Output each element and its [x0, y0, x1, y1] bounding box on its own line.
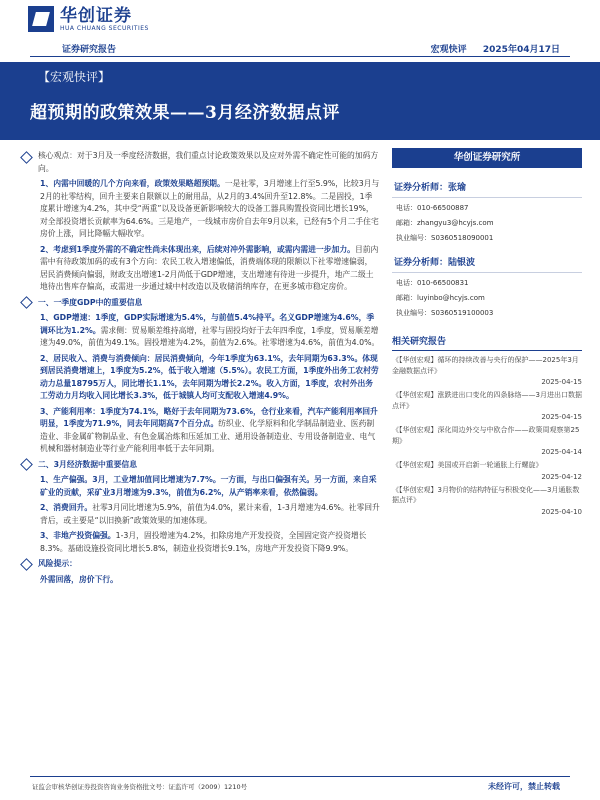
analyst-license: 执业编号：S0360519100003 [396, 309, 494, 317]
paragraph-1-text: 一是社零，3月增速上行至5.9%，比较3月与2月的社零结构，回升主要来自限额以上的耐用品，从2月的3.4%回升至12.8%。二是固投，1季度累计增速为4.2%，其中受“两重”以及设备更新影响较大的设备工器具购置投资同比增长19%，对全部投资增长贡献率为64.6%。三是地产，一线城市房价自去年9月以来，已经有5个月二手住宅房价上涨，同比降幅大幅收窄。 [40, 179, 380, 238]
s1-item-3-text: 纺织业、化学原料和化学制品制造业、医药制造业、非金属矿物制品业、有色金属冶炼和压延加工业、通用设备制造业、专用设备制造业、电气机械和器材制造业等行业产能利用率低于去年同期。 [40, 419, 376, 453]
related-report-title[interactable]: 《【华创宏观】涨跌进出口变化的四条脉络——3月进出口数据点评》 [392, 391, 582, 410]
footer-divider [30, 776, 570, 777]
section-1-title: 一、一季度GDP中的重要信息 [38, 297, 143, 307]
risk-heading [20, 558, 380, 571]
s2-item-1-lead: 1、生产偏强。3月，工业增加值同比增速为7.7%。一方面，与出口偏强有关。另一方面，来自采矿业的贡献，采矿业3月增速为9.3%，前值为6.2%，从产销率来看，依然偏弱。 [40, 475, 377, 497]
section-2-heading [20, 459, 380, 472]
analyst-name: 证券分析师：张瑜 [392, 174, 582, 198]
paragraph-2-text: 目前内需中有待政策加码的或有3个方向：农民工收入增速偏低，消费端体现的限额以下社零增速偏弱，居民消费倾向偏弱，财政支出增速1-2月尚低于GDP增速，支出增速有待进一步提升，地产二级土地待出售库存偏高，或需进一步通过城中村改造以及收储消纳库存，在更多城市稳定房价。 [40, 244, 379, 291]
analyst-email[interactable]: 邮箱：luyinbo@hcyjs.com [396, 294, 485, 302]
diamond-bullet-icon [20, 458, 33, 471]
related-report-date: 2025-04-15 [541, 378, 582, 386]
summary-text: 核心观点：对于3月及一季度经济数据，我们重点讨论政策效果以及应对外需不确定性可能的加码方向。 [38, 151, 379, 173]
section-2-item-1 [20, 474, 380, 499]
risk-label: 风险提示： [38, 559, 77, 568]
risk-text-content: 外需回落，房价下行。 [40, 574, 118, 584]
related-report-date: 2025-04-10 [541, 507, 582, 516]
footer-license: 证监会审核华创证券投资咨询业务资格批文号：证监许可（2009）1210号 [32, 783, 248, 791]
analyst-card [392, 249, 582, 318]
related-report-item[interactable] [392, 390, 582, 421]
related-report-item[interactable] [392, 355, 582, 386]
diamond-bullet-icon [20, 558, 33, 571]
s1-item-1-lead: 1、GDP增速：1季度，GDP实际增速为5.4%，与前值5.4%持平。名义GDP增速为4.6%，季调环比为1.2%。 [40, 313, 375, 335]
header-divider [30, 56, 570, 57]
analyst-email[interactable]: 邮箱：zhangyu3@hcyjs.com [396, 219, 494, 227]
analyst-name: 证券分析师：陆银波 [392, 249, 582, 273]
banner-tag: 【宏观快评】 [38, 70, 111, 84]
s1-item-3-lead: 3、产能利用率：1季度为74.1%，略好于去年同期为73.6%，仓行业来看，汽车产能利用率回升明显，1季度为71.9%，同去年同期高7个百分点。 [40, 406, 378, 428]
section-1-item-2 [20, 353, 380, 403]
related-reports-title: 相关研究报告 [392, 334, 582, 351]
paragraph-2-lead: 2、考虑到1季度外需的不确定性尚未体现出来，后续对冲外需影响，或需内需进一步加力。 [40, 244, 355, 254]
page-title: 超预期的政策效果——3月经济数据点评 [30, 103, 340, 123]
diamond-bullet-icon [20, 151, 33, 164]
summary-block [20, 150, 380, 175]
related-report-title[interactable]: 《【华创宏观】美国或开启新一轮通胀上行螺旋》 [392, 461, 543, 469]
analyst-phone: 电话：010-66500887 [396, 204, 469, 212]
report-date: 2025年04月17日 [482, 45, 560, 55]
s2-item-3-lead: 3、非地产投资偏强。 [40, 531, 116, 540]
logo-mark-icon [28, 6, 54, 32]
s1-item-1-text: 需求侧：贸易顺差维持高增，社零与固投均好于去年四季度，1季度，贸易顺差增速为49.0%，前值为49.1%。固投增速为4.2%，前值为2.6%。社零增速为4.6%，前值为4.0%。 [40, 325, 380, 347]
brand-logo [28, 6, 149, 32]
sidebar [392, 148, 582, 516]
s2-item-3-text: 1-3月，固投增速为4.2%，扣除房地产开发投资，全国固定资产投资增长8.3%。基础设施投资同比增长5.8%，制造业投资增长9.1%，房地产开发投资下降9.9%。 [40, 531, 367, 553]
research-team-title: 华创证券研究所 [392, 148, 582, 168]
title-banner [0, 62, 600, 140]
header-category-date [431, 42, 560, 55]
analyst-phone: 电话：010-66500831 [396, 279, 469, 287]
section-2-item-2 [20, 502, 380, 527]
paragraph-1-lead: 1、内需中回暖的几个方向来看，政策效果略超预期。 [40, 179, 225, 188]
analyst-card [392, 174, 582, 243]
section-1-heading [20, 297, 380, 310]
related-report-item[interactable] [392, 425, 582, 456]
related-report-date: 2025-04-14 [541, 448, 582, 456]
paragraph-2 [20, 244, 380, 294]
analyst-license: 执业编号：S0360518090001 [396, 234, 494, 242]
related-report-date: 2025-04-15 [541, 413, 582, 421]
related-report-title[interactable]: 《【华创宏观】3月物价的结构特征与积极变化——3月通胀数据点评》 [392, 485, 580, 504]
main-content [20, 148, 380, 589]
paragraph-1 [20, 178, 380, 241]
s2-item-2-lead: 2、消费回升。 [40, 503, 93, 512]
s1-item-2-lead: 2、居民收入、消费与消费倾向：居民消费倾向，今年1季度为63.1%，去年同期为63.3%。体现到居民消费增速上，1季度为5.2%，低于收入增速（5.5%）。农民工方面，1季度外出务工农村劳动力总量18795万人，同比增长1.1%，去年同期为增长2.2%。收入方面，1季度，农村外出务工劳动力月均收入同比增长3.3%，低于城镇人均可支配收入增速4.9%。 [40, 353, 379, 400]
related-report-title[interactable]: 《【华创宏观】深化周边外交与中欧合作——政策周观察第25期》 [392, 426, 580, 445]
risk-text [20, 574, 380, 587]
related-report-title[interactable]: 《【华创宏观】循环的持续改善与央行的保护——2025年3月金融数据点评》 [392, 356, 579, 375]
section-2-item-3 [20, 530, 380, 555]
section-1-item-1 [20, 312, 380, 350]
report-category: 宏观快评 [430, 45, 467, 55]
report-type: 证券研究报告 [62, 45, 117, 55]
brand-name-en: HUA CHUANG SECURITIES [60, 24, 149, 32]
related-report-item[interactable] [392, 485, 582, 516]
brand-name-cn: 华创证券 [60, 5, 132, 26]
related-report-item[interactable] [392, 460, 582, 481]
section-1-item-3 [20, 406, 380, 456]
related-report-date: 2025-04-12 [541, 472, 582, 481]
s2-item-2-text: 社零3月同比增速为5.9%，前值为4.0%，累计来看，1-3月增速为4.6%。社零回升背后，或主要是“以旧换新”政策效果的加速体现。 [40, 503, 380, 525]
footer-slogan: 未经许可，禁止转载 [488, 782, 560, 791]
section-2-title: 二、3月经济数据中重要信息 [38, 459, 137, 469]
diamond-bullet-icon [20, 296, 33, 309]
